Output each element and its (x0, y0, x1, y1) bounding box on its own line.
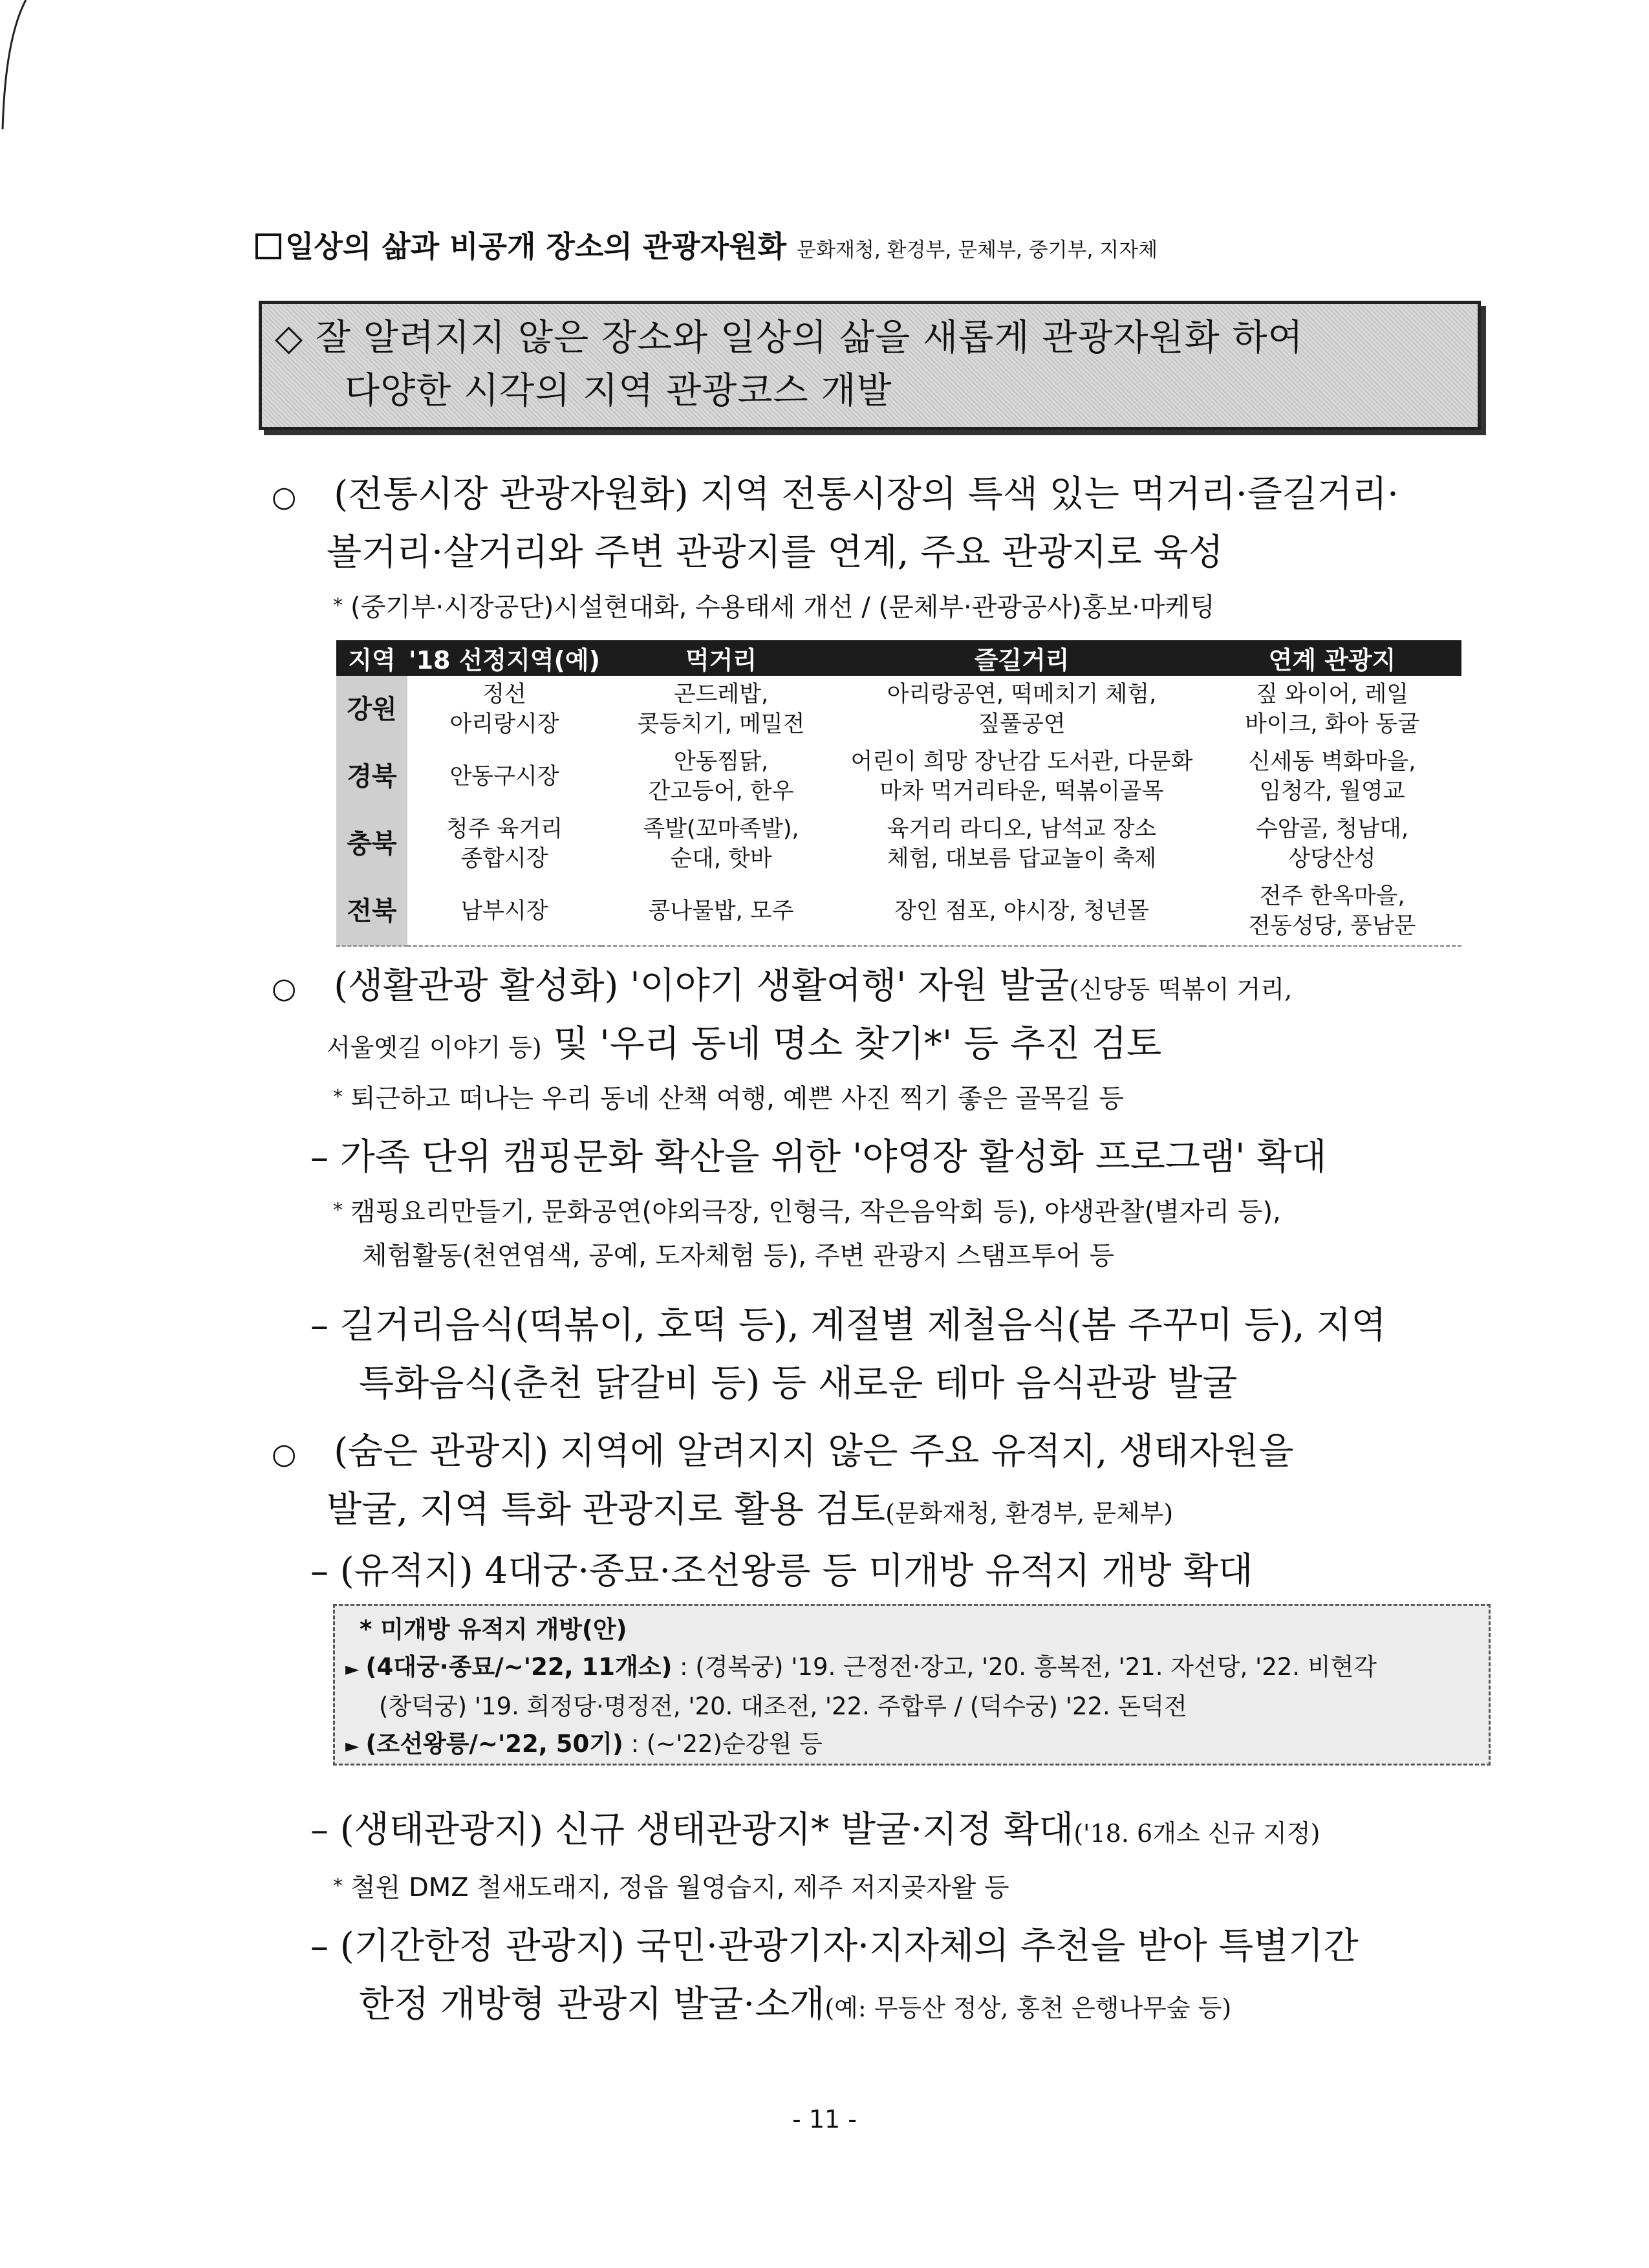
table-header-cell: 즐길거리 (841, 640, 1203, 676)
table-header-row (336, 640, 1461, 676)
asterisk-icon: * (333, 1875, 343, 1897)
table-cell-market: 청주 육거리 종합시장 (446, 816, 563, 872)
table-cell-market: 안동구시장 (449, 764, 559, 790)
table-cell-linked: 신세동 벽화마을, 임청각, 월영교 (1248, 749, 1416, 805)
living-note (333, 1077, 1124, 1119)
market-note (333, 585, 1215, 628)
table-header-cell: 지역 (336, 640, 407, 676)
table-header-cell: '18 선정지역(예) (407, 640, 601, 676)
limited-text-2: 한정 개방형 관광지 발굴·소개 (359, 1983, 825, 2025)
asterisk-icon: * (333, 594, 343, 617)
table-cell-linked: 짚 와이어, 레일 바이크, 화아 동굴 (1244, 682, 1420, 737)
hidden-text-1: (숨은 관광지) 지역에 알려지지 않은 주요 유적지, 생태자원을 (334, 1431, 1294, 1473)
table-header-cell: 먹거리 (601, 640, 841, 676)
heritage-item-2-title: (조선왕릉/~'22, 50기) (365, 1730, 623, 1758)
table-cell-region: 전북 (336, 878, 407, 946)
heritage-line: – (유적지) 4대궁·종묘·조선왕릉 등 미개방 유적지 개방 확대 (310, 1550, 1253, 1592)
heritage-item-1-text: : (경복궁) '19. 근정전·장고, '20. 흥복전, '21. 자선당, '22. 비현각 (672, 1653, 1377, 1681)
living-text-1: (생활관광 활성화) '이야기 생활여행' 자원 발굴 (334, 965, 1070, 1007)
triangle-bullet-icon: ► (345, 1658, 360, 1679)
eco-text-small: ('18. 6개소 신규 지정) (1073, 1819, 1320, 1848)
table-row (336, 878, 1461, 946)
heritage-item-1-title: (4대궁·종묘/~'22, 11개소) (365, 1653, 673, 1681)
eco-note-text: 철원 DMZ 철새도래지, 정읍 월영습지, 제주 저지곶자왈 등 (350, 1873, 1009, 1903)
table-row (336, 743, 1461, 810)
summary-line-1: 잘 알려지지 않은 장소와 일상의 삶을 새롭게 관광자원화 하여 (315, 317, 1304, 359)
camping-note-text-1: 캠핑요리만들기, 문화공연(야외극장, 인형극, 작은음악회 등), 야생관찰(별자리 등), (350, 1197, 1281, 1227)
camping-note-2: 체험활동(천연염색, 공예, 도자체험 등), 주변 관광지 스탬프투어 등 (362, 1241, 1114, 1271)
camping-note-1 (333, 1190, 1281, 1233)
food-line-2: 특화음식(춘천 닭갈비 등) 등 새로운 테마 음식관광 발굴 (359, 1363, 1238, 1405)
limited-text-2-small: (예: 무등산 정상, 홍천 은행나무숲 등) (824, 1994, 1232, 2022)
heritage-item-2-text: : (~'22)순강원 등 (623, 1730, 823, 1758)
hidden-line-1 (272, 1423, 1294, 1484)
heritage-plan-header: * 미개방 유적지 개방(안) (360, 1615, 627, 1643)
circle-bullet-icon: ○ (272, 1438, 297, 1471)
living-line-2 (327, 1015, 1161, 1077)
section-marker: 일상의 삶과 비공개 장소의 관광자원화 (285, 229, 787, 264)
market-note-text: (중기부·시장공단)시설현대화, 수용태세 개선 / (문체부·관광공사)홍보·마케팅 (350, 592, 1215, 622)
circle-bullet-icon: ○ (272, 481, 297, 513)
checkbox-square-icon (255, 233, 281, 259)
living-text-2-small: 서울옛길 이야기 등) (327, 1033, 542, 1062)
table-cell-region: 충북 (336, 810, 407, 878)
camping-line: – 가족 단위 캠핑문화 확산을 위한 '야영장 활성화 프로그램' 확대 (310, 1136, 1327, 1178)
table-cell-fun: 어린이 희망 장난감 도서관, 다문화 마차 먹거리타운, 떡볶이골목 (850, 749, 1193, 805)
living-text-1-small: (신당동 떡볶이 거리, (1069, 975, 1293, 1004)
page-number: - 11 - (792, 2105, 857, 2133)
section-title (255, 223, 1158, 266)
table-cell-fun: 육거리 라디오, 남석교 장소 체험, 대보름 답교놀이 축제 (887, 816, 1157, 872)
eco-note (333, 1866, 1009, 1908)
table-row (336, 676, 1461, 743)
triangle-bullet-icon: ► (345, 1735, 360, 1756)
table-cell-linked: 수암골, 청남대, 상당산성 (1255, 816, 1409, 872)
heritage-plan-item-1 (345, 1648, 1478, 1688)
table-header-cell: 연계 관광지 (1203, 640, 1461, 676)
table-cell-fun: 장인 점포, 야시장, 청년몰 (841, 878, 1203, 946)
heritage-plan-item-2 (345, 1725, 1478, 1765)
food-line-1: – 길거리음식(떡볶이, 호떡 등), 계절별 제철음식(봄 주꾸미 등), 지역 (310, 1304, 1386, 1346)
table-cell-region: 경북 (336, 743, 407, 810)
table-cell-food: 족발(꼬마족발), 순대, 핫바 (643, 816, 799, 872)
hidden-line-2 (327, 1481, 1173, 1542)
table-cell-food: 안동찜닭, 간고등어, 한우 (648, 749, 794, 805)
market-table (336, 640, 1461, 947)
asterisk-icon: * (333, 1086, 343, 1108)
table-cell-market: 남부시장 (407, 878, 601, 946)
hidden-text-2: 발굴, 지역 특화 관광지로 활용 검토 (327, 1489, 886, 1531)
market-line-2: 볼거리·살거리와 주변 관광지를 연계, 주요 관광지로 육성 (327, 532, 1223, 574)
scan-corner-mark (0, 0, 39, 129)
table-cell-region: 강원 (336, 676, 407, 743)
table-cell-food: 콩나물밥, 모주 (601, 878, 841, 946)
table-cell-linked: 전주 한옥마을, 전동성당, 풍남문 (1203, 878, 1461, 946)
heritage-plan-item-1-cont: (창덕궁) '19. 희정당·명정전, '20. 대조전, '22. 주합루 / (덕수궁) '22. 돈덕전 (379, 1692, 1187, 1720)
table-cell-food: 곤드레밥, 콧등치기, 메밀전 (637, 682, 805, 737)
living-line-1 (272, 957, 1292, 1019)
hidden-text-2-small: (문화재청, 환경부, 문체부) (885, 1499, 1174, 1528)
asterisk-icon: * (333, 1199, 343, 1222)
living-text-2: 및 '우리 동네 명소 찾기*' 등 추진 검토 (553, 1023, 1162, 1065)
limited-line-1: – (기간한정 관광지) 국민·관광기자·지자체의 추천을 받아 특별기간 (310, 1925, 1359, 1967)
market-text-1: (전통시장 관광자원화) 지역 전통시장의 특색 있는 먹거리·즐길거리· (334, 473, 1399, 515)
summary-line-2: 다양한 시각의 지역 관광코스 개발 (345, 370, 892, 412)
table-cell-fun: 아리랑공연, 떡메치기 체험, 짚풀공연 (887, 682, 1157, 737)
table-row (336, 810, 1461, 878)
market-line-1 (272, 466, 1399, 526)
eco-line (310, 1801, 1320, 1863)
table-cell-market: 정선 아리랑시장 (449, 682, 559, 737)
living-note-text: 퇴근하고 떠나는 우리 동네 산책 여행, 예쁜 사진 찍기 좋은 골목길 등 (350, 1084, 1124, 1114)
section-agencies: 문화재청, 환경부, 문체부, 중기부, 지자체 (797, 239, 1158, 262)
heritage-plan-box (333, 1604, 1491, 1766)
diamond-icon: ◇ (275, 317, 304, 359)
summary-box (259, 301, 1481, 430)
limited-line-2 (359, 1976, 1231, 2037)
circle-bullet-icon: ○ (272, 972, 297, 1005)
eco-text: – (생태관광지) 신규 생태관광지* 발굴·지정 확대 (310, 1809, 1074, 1851)
